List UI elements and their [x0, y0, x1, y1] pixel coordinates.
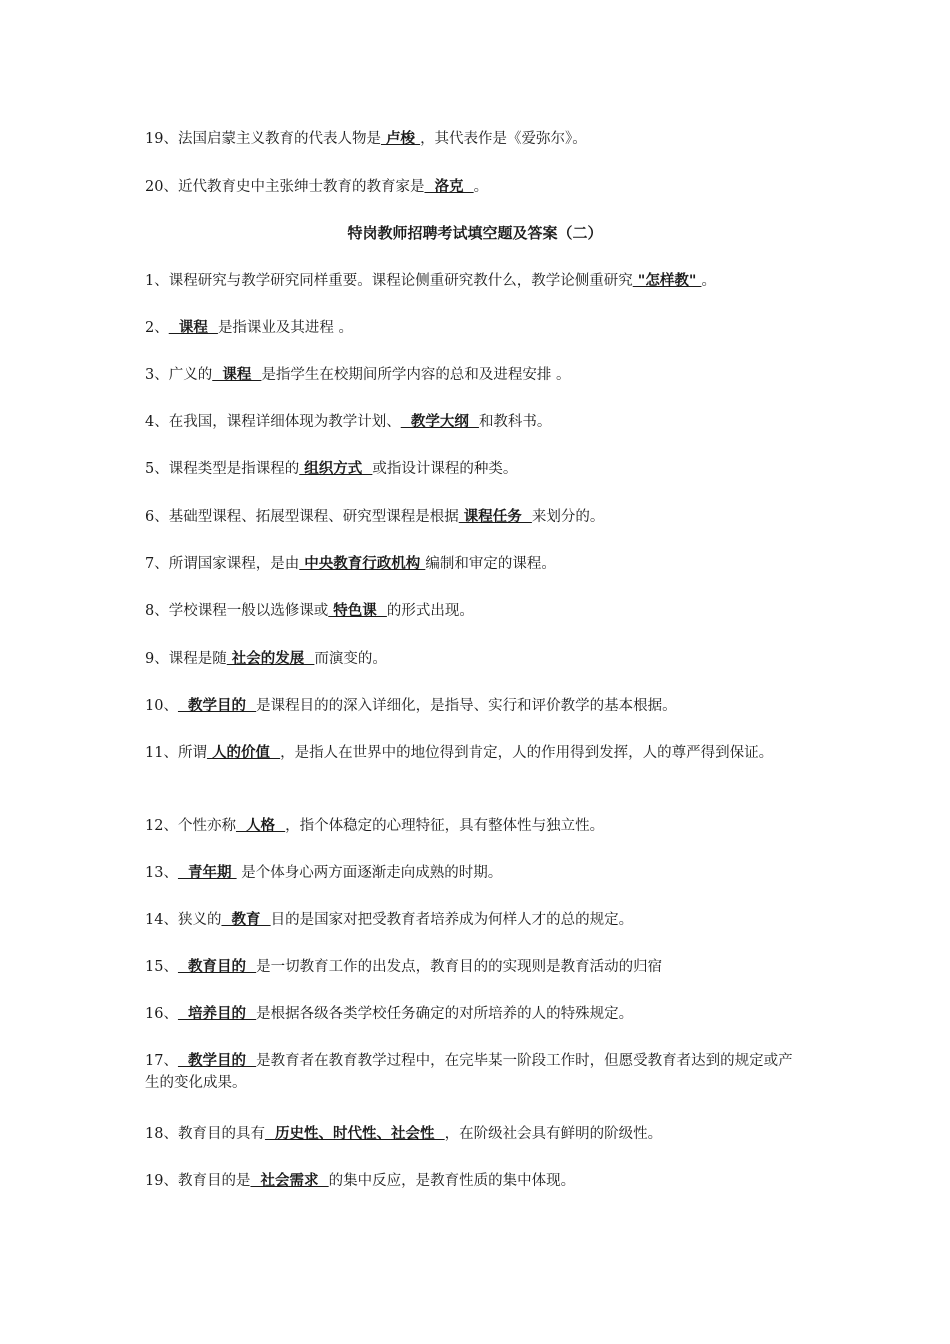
- question-item: [145, 1123, 805, 1145]
- question-item: [145, 270, 805, 292]
- answer-blank: 教学大纲: [400, 414, 479, 430]
- question-item: [145, 956, 805, 978]
- question-text: 1、课程研究与教学研究同样重要。课程论侧重研究教什么，教学论侧重研究: [145, 273, 633, 289]
- question-text: 8、学校课程一般以选修课或: [145, 603, 329, 619]
- question-item: [145, 458, 805, 480]
- answer-blank: 教学目的: [177, 698, 257, 714]
- question-item: [145, 815, 805, 837]
- answer-blank: 中央教育行政机构: [299, 556, 426, 572]
- question-text: ，指个体稳定的心理特征，具有整体性与独立性。: [285, 818, 605, 834]
- answer-blank: 课程: [168, 320, 218, 336]
- question-item: [145, 695, 805, 717]
- answer-blank: 教育目的: [177, 959, 257, 975]
- question-text: 11、所谓: [145, 745, 207, 761]
- question-text: 15、: [145, 959, 178, 975]
- question-text: 2、: [145, 320, 169, 336]
- question-text: 18、教育目的具有: [145, 1126, 265, 1142]
- question-text: 19、法国启蒙主义教育的代表人物是: [145, 131, 381, 147]
- question-text: 10、: [145, 698, 178, 714]
- answer-blank: 历史性、时代性、社会性: [264, 1126, 445, 1142]
- answer-blank: 社会需求: [250, 1173, 329, 1189]
- question-text: 7、所谓国家课程，是由: [145, 556, 300, 572]
- question-text: 编制和审定的课程。: [425, 556, 556, 572]
- question-text: 是个体身心两方面逐渐走向成熟的时期。: [236, 865, 503, 881]
- question-text: 而演变的。: [314, 651, 387, 667]
- question-item: [145, 600, 805, 622]
- question-text: ，其代表作是《爱弥尔》。: [420, 131, 587, 147]
- question-text: 3、广义的: [145, 367, 213, 383]
- question-item: [145, 1003, 805, 1025]
- question-item: [145, 862, 805, 884]
- question-text: 13、: [145, 865, 178, 881]
- answer-blank: 课程: [212, 367, 262, 383]
- question-item: [145, 648, 805, 670]
- question-text: ，在阶级社会具有鲜明的阶级性。: [444, 1126, 663, 1142]
- question-text: 是一切教育工作的出发点，教育目的的实现则是教育活动的归宿: [256, 959, 663, 975]
- question-item: [145, 411, 805, 433]
- question-text: 4、在我国，课程详细体现为教学计划、: [145, 414, 401, 430]
- question-text: 5、课程类型是指课程的: [145, 461, 300, 477]
- question-item: [145, 364, 805, 386]
- question-item: [145, 1170, 805, 1192]
- answer-blank: 人格: [235, 818, 286, 834]
- question-text: 。: [473, 179, 489, 195]
- question-text: 17、: [145, 1053, 178, 1069]
- question-text: 14、狭义的: [145, 912, 222, 928]
- answer-blank: 青年期: [177, 865, 237, 881]
- answer-blank: 洛克: [424, 179, 474, 195]
- question-text: 或指设计课程的种类。: [372, 461, 518, 477]
- answer-blank: 组织方式: [299, 461, 373, 477]
- question-text: 9、课程是随: [145, 651, 227, 667]
- section-title: 特岗教师招聘考试填空题及答案（二）: [347, 224, 603, 242]
- question-text: 19、教育目的是: [145, 1173, 251, 1189]
- answer-blank: 卢梭: [380, 131, 421, 147]
- question-text: 。: [701, 273, 716, 289]
- answer-blank: 人的价值: [206, 745, 281, 761]
- question-item: [145, 909, 805, 931]
- answer-blank: 课程任务: [458, 509, 532, 525]
- question-text: 的形式出现。: [386, 603, 474, 619]
- question-item: [145, 742, 805, 764]
- question-text: 是课程目的的深入详细化，是指导、实行和评价教学的基本根据。: [256, 698, 677, 714]
- answer-blank: 培养目的: [177, 1006, 257, 1022]
- question-item: [145, 176, 805, 198]
- question-item: [145, 317, 805, 339]
- question-item: [145, 128, 805, 150]
- question-text: 12、个性亦称: [145, 818, 236, 834]
- answer-blank: "怎样教": [632, 273, 702, 289]
- question-text: 20、近代教育史中主张绅士教育的教育家是: [145, 179, 425, 195]
- question-text: 6、基础型课程、拓展型课程、研究型课程是根据: [145, 509, 459, 525]
- question-text: 是指学生在校期间所学内容的总和及进程安排 。: [261, 367, 571, 383]
- answer-blank: 社会的发展: [226, 651, 315, 667]
- answer-blank: 特色课: [328, 603, 387, 619]
- answer-blank: 教育: [221, 912, 271, 928]
- question-item: [145, 506, 805, 528]
- question-text: 来划分的。: [531, 509, 605, 525]
- question-item: [145, 1050, 805, 1094]
- question-text: 是指课业及其进程 。: [217, 320, 354, 336]
- question-text: 目的是国家对把受教育者培养成为何样人才的总的规定。: [270, 912, 634, 928]
- question-text: 和教科书。: [478, 414, 552, 430]
- question-item: [145, 553, 805, 575]
- question-text: 的集中反应，是教育性质的集中体现。: [328, 1173, 576, 1189]
- question-text: ，是指人在世界中的地位得到肯定，人的作用得到发挥，人的尊严得到保证。: [280, 745, 774, 761]
- question-text: 16、: [145, 1006, 178, 1022]
- answer-blank: 教学目的: [177, 1053, 257, 1069]
- question-text: 是根据各级各类学校任务确定的对所培养的人的特殊规定。: [256, 1006, 634, 1022]
- question-text: 是教育者在教育教学过程中，在完毕某一阶段工作时，但愿受教育者达到的规定或产生的变化成果。: [145, 1053, 793, 1091]
